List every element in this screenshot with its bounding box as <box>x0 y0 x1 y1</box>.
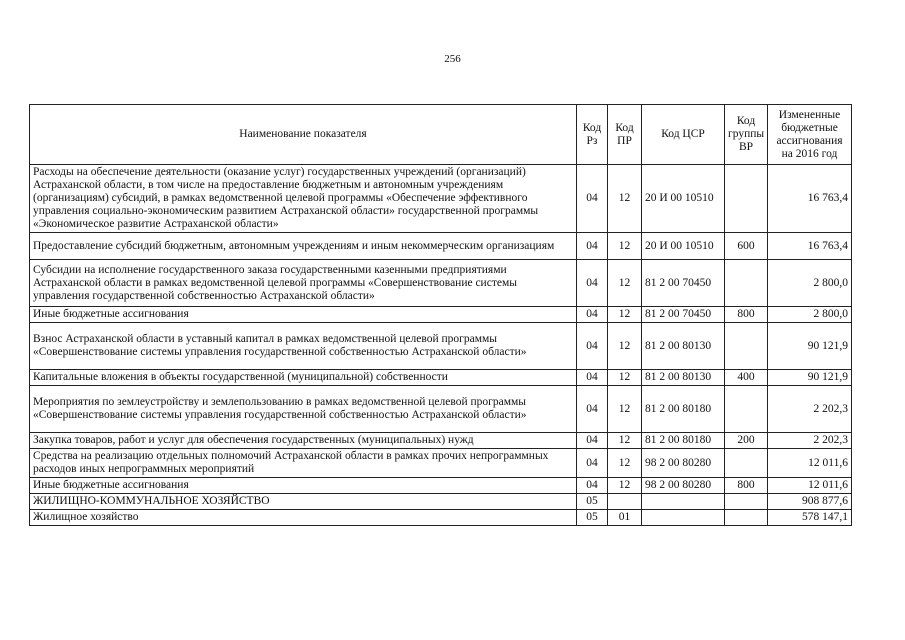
row-vr <box>725 323 768 370</box>
table-row <box>30 165 852 233</box>
header-vr: Код группы ВР <box>725 105 768 165</box>
row-amount: 578 147,1 <box>768 510 852 526</box>
row-pr: 12 <box>608 307 642 323</box>
row-vr: 600 <box>725 233 768 260</box>
row-csr: 81 2 00 70450 <box>642 260 725 307</box>
row-pr: 01 <box>608 510 642 526</box>
header-pr: Код ПР <box>608 105 642 165</box>
row-pr: 12 <box>608 433 642 449</box>
table-row <box>30 478 852 494</box>
row-rz: 04 <box>577 233 608 260</box>
row-vr <box>725 165 768 233</box>
row-pr: 12 <box>608 478 642 494</box>
row-rz: 04 <box>577 433 608 449</box>
budget-table <box>29 104 852 526</box>
row-pr: 12 <box>608 233 642 260</box>
table-row <box>30 370 852 386</box>
row-amount: 90 121,9 <box>768 323 852 370</box>
row-amount: 12 011,6 <box>768 478 852 494</box>
row-amount: 90 121,9 <box>768 370 852 386</box>
row-pr: 12 <box>608 260 642 307</box>
row-name: Субсидии на исполнение государственного заказа государственными казенными предприятиями Астраханской области в рамках ведомственной целевой программы «Совершенствование системы управления государственной собственностью Астраханской области» <box>30 260 577 307</box>
row-name: Иные бюджетные ассигнования <box>30 307 577 323</box>
row-vr: 200 <box>725 433 768 449</box>
row-csr: 81 2 00 80130 <box>642 323 725 370</box>
row-csr: 81 2 00 80130 <box>642 370 725 386</box>
row-rz: 04 <box>577 307 608 323</box>
table-row <box>30 494 852 510</box>
row-name: Иные бюджетные ассигнования <box>30 478 577 494</box>
row-rz: 04 <box>577 323 608 370</box>
row-pr: 12 <box>608 386 642 433</box>
row-rz: 05 <box>577 510 608 526</box>
row-amount: 2 202,3 <box>768 386 852 433</box>
row-csr: 81 2 00 80180 <box>642 433 725 449</box>
row-vr: 800 <box>725 478 768 494</box>
row-csr: 81 2 00 80180 <box>642 386 725 433</box>
table-row <box>30 233 852 260</box>
row-name: Средства на реализацию отдельных полномочий Астраханской области в рамках прочих непрограммных расходов иных непрограммных мероприятий <box>30 449 577 478</box>
row-rz: 04 <box>577 449 608 478</box>
row-csr: 20 И 00 10510 <box>642 165 725 233</box>
table-row <box>30 386 852 433</box>
row-vr <box>725 260 768 307</box>
header-csr: Код ЦСР <box>642 105 725 165</box>
table-row <box>30 323 852 370</box>
row-amount: 16 763,4 <box>768 165 852 233</box>
table-row <box>30 510 852 526</box>
row-pr: 12 <box>608 323 642 370</box>
row-name: Мероприятия по землеустройству и землепользованию в рамках ведомственной целевой программы «Совершенствование системы управления государственной собственностью Астраханской области» <box>30 386 577 433</box>
table-row <box>30 307 852 323</box>
row-name: Капитальные вложения в объекты государственной (муниципальной) собственности <box>30 370 577 386</box>
row-rz: 04 <box>577 260 608 307</box>
row-vr: 800 <box>725 307 768 323</box>
row-vr <box>725 494 768 510</box>
row-csr <box>642 494 725 510</box>
row-rz: 04 <box>577 478 608 494</box>
table-row <box>30 449 852 478</box>
header-amount: Измененные бюджетные ассигнования на 2016 год <box>768 105 852 165</box>
row-amount: 2 800,0 <box>768 307 852 323</box>
row-name: Жилищное хозяйство <box>30 510 577 526</box>
row-name: Закупка товаров, работ и услуг для обеспечения государственных (муниципальных) нужд <box>30 433 577 449</box>
row-csr <box>642 510 725 526</box>
row-vr: 400 <box>725 370 768 386</box>
row-amount: 12 011,6 <box>768 449 852 478</box>
row-rz: 05 <box>577 494 608 510</box>
row-amount: 16 763,4 <box>768 233 852 260</box>
row-amount: 2 800,0 <box>768 260 852 307</box>
row-vr <box>725 386 768 433</box>
row-pr: 12 <box>608 370 642 386</box>
row-csr: 20 И 00 10510 <box>642 233 725 260</box>
row-csr: 81 2 00 70450 <box>642 307 725 323</box>
row-rz: 04 <box>577 370 608 386</box>
row-amount: 908 877,6 <box>768 494 852 510</box>
table-row <box>30 433 852 449</box>
table-header-row <box>30 105 852 165</box>
row-csr: 98 2 00 80280 <box>642 478 725 494</box>
row-csr: 98 2 00 80280 <box>642 449 725 478</box>
page-number: 256 <box>444 53 461 65</box>
row-amount: 2 202,3 <box>768 433 852 449</box>
row-vr <box>725 449 768 478</box>
row-rz: 04 <box>577 386 608 433</box>
header-name: Наименование показателя <box>30 105 577 165</box>
row-pr: 12 <box>608 165 642 233</box>
header-rz: Код Рз <box>577 105 608 165</box>
row-name: Предоставление субсидий бюджетным, автономным учреждениям и иным некоммерческим организациям <box>30 233 577 260</box>
row-name: Взнос Астраханской области в уставный капитал в рамках ведомственной целевой программы «Совершенствование системы управления государственной собственностью Астраханской области» <box>30 323 577 370</box>
row-name: Расходы на обеспечение деятельности (оказание услуг) государственных учреждений (организаций) Астраханской области, в том числе на предоставление бюджетным и автономным учреждениям (организациям) субсидий, в рамках ведомственной целевой программы «Обеспечение эффективного управления социально-экономическим развитием Астраханской области» государственной программы «Экономическое развитие Астраханской области» <box>30 165 577 233</box>
row-pr <box>608 494 642 510</box>
row-name: ЖИЛИЩНО-КОММУНАЛЬНОЕ ХОЗЯЙСТВО <box>30 494 577 510</box>
table-row <box>30 260 852 307</box>
row-pr: 12 <box>608 449 642 478</box>
row-vr <box>725 510 768 526</box>
row-rz: 04 <box>577 165 608 233</box>
